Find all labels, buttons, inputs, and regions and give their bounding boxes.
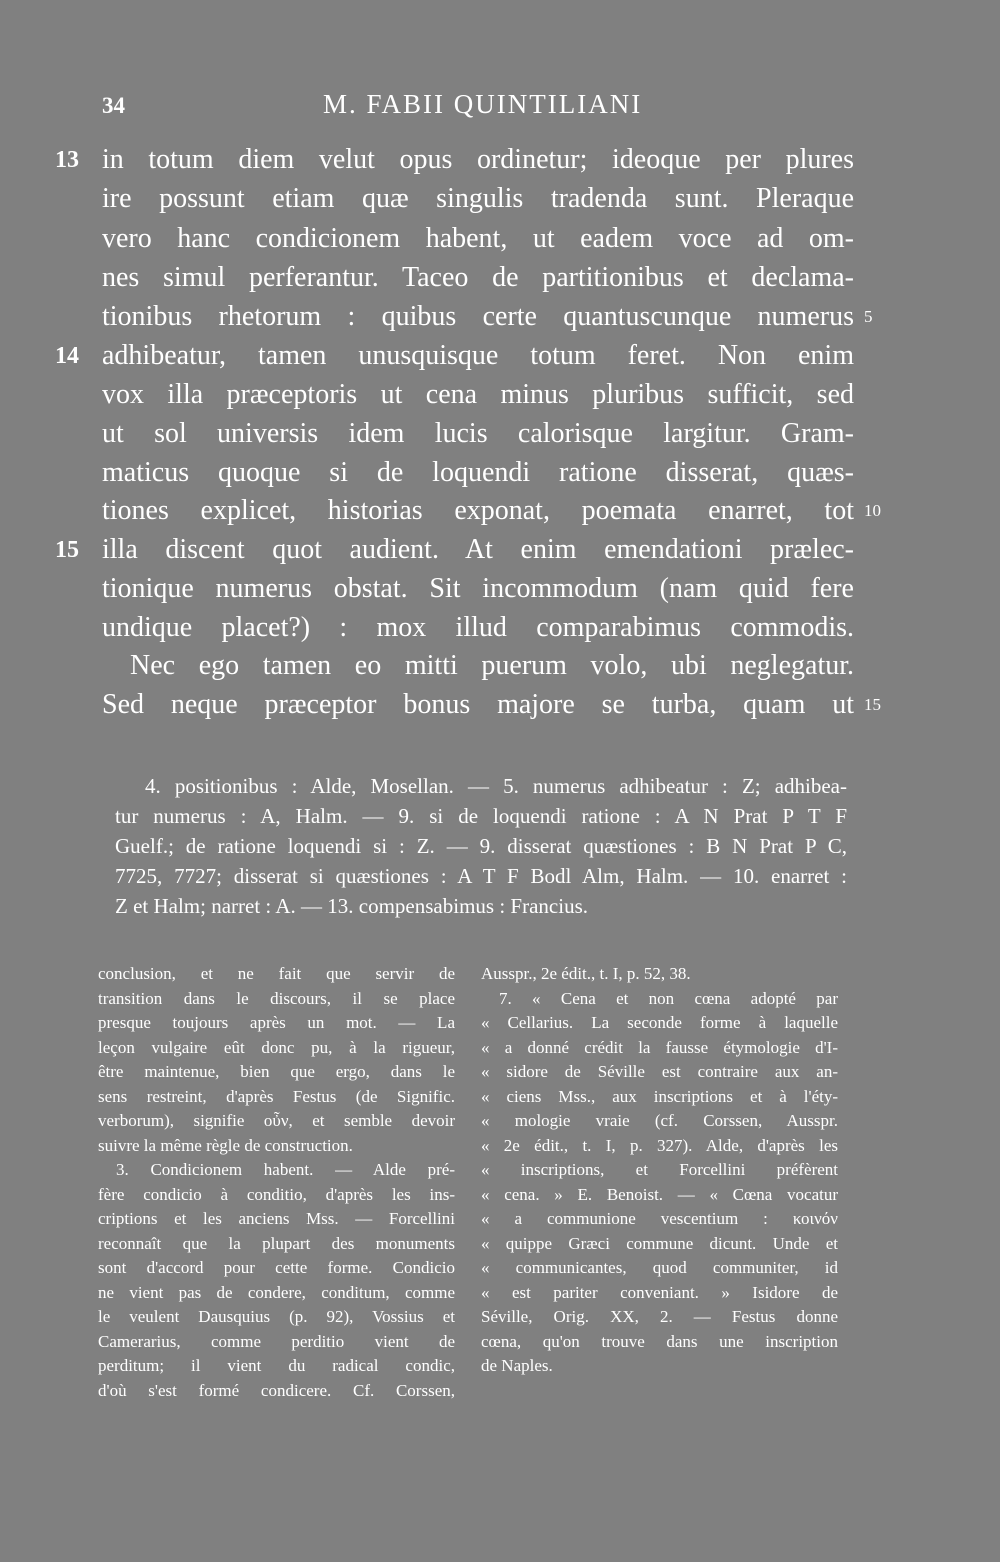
- variant-line: 7725, 7727; disserat si quæstiones : A T F Bodl Alm, Halm. — 10. enarret :: [115, 864, 847, 888]
- text-line: undique placet?) : mox illud comparabimus commodis.: [102, 612, 854, 643]
- note-line: cœna, qu'on trouve dans une inscription: [481, 1331, 838, 1351]
- note-line: « cena. » E. Benoist. — « Cœna vocatur: [481, 1184, 838, 1204]
- note-line: ne vient pas de condere, conditum, comme: [98, 1282, 455, 1302]
- note-line: « Cellarius. La seconde forme à laquelle: [481, 1013, 838, 1032]
- note-line: « communicantes, quod communiter, id: [481, 1258, 838, 1277]
- note-line: « mologie vraie (cf. Corssen, Ausspr.: [481, 1111, 838, 1130]
- variant-line: Z et Halm; narret : A. — 13. compensabimus : Francius.: [115, 894, 588, 918]
- text-line: ire possunt etiam quæ singulis tradenda sunt. Pleraque: [102, 183, 854, 214]
- text-line: Nec ego tamen eo mitti puerum volo, ubi neglegatur.: [130, 650, 854, 681]
- text-line: illa discent quot audient. At enim emendationi prælec-: [102, 534, 854, 565]
- note-line: criptions et les anciens Mss. — Forcellini: [98, 1209, 455, 1228]
- note-line: Ausspr., 2e édit., t. I, p. 52, 38.: [481, 964, 691, 983]
- note-line: 3. Condicionem habent. — Alde pré-: [116, 1160, 455, 1179]
- line-number: 10: [864, 501, 881, 520]
- variant-line: 4. positionibus : Alde, Mosellan. — 5. numerus adhibeatur : Z; adhibea-: [145, 774, 847, 798]
- text-line: adhibeatur, tamen unusquisque totum feret. Non enim: [102, 340, 854, 371]
- note-line: leçon vulgaire eût donc pu, à la rigueur,: [98, 1037, 455, 1057]
- note-line: « est pariter conveniant. » Isidore de: [481, 1282, 838, 1302]
- note-line: 7. « Cena et non cœna adopté par: [499, 988, 838, 1008]
- note-line: « inscriptions, et Forcellini préfèrent: [481, 1160, 838, 1179]
- note-line: Séville, Orig. XX, 2. — Festus donne: [481, 1307, 838, 1326]
- variant-line: tur numerus : A, Halm. — 9. si de loquendi ratione : A N Prat P T F: [115, 804, 847, 828]
- note-line: de Naples.: [481, 1356, 553, 1375]
- note-line: suivre la même règle de construction.: [98, 1135, 353, 1155]
- notes-left-column: [98, 962, 455, 1403]
- text-line: vox illa præceptoris ut cena minus pluribus sufficit, sed: [102, 379, 854, 410]
- note-line: sens restreint, d'après Festus (de Signific.: [98, 1086, 455, 1106]
- text-line: in totum diem velut opus ordinetur; ideoque per plures: [102, 144, 854, 175]
- text-line: vero hanc condicionem habent, ut eadem voce ad om-: [102, 223, 854, 254]
- text-line: ut sol universis idem lucis calorisque largitur. Gram-: [102, 418, 854, 449]
- note-line: « a communione vescentium : κοινόν: [481, 1209, 838, 1228]
- section-number: 14: [55, 343, 79, 369]
- note-line: « quippe Græci commune dicunt. Unde et: [481, 1233, 838, 1253]
- note-line: transition dans le discours, il se place: [98, 988, 455, 1008]
- note-line: « 2e édit., t. I, p. 327). Alde, d'après les: [481, 1135, 838, 1155]
- note-line: « a donné crédit la fausse étymologie d'I-: [481, 1037, 838, 1057]
- line-number: 5: [864, 307, 873, 326]
- running-head: M. FABII QUINTILIANI: [323, 89, 643, 119]
- text-line: tionique numerus obstat. Sit incommodum (nam quid fere: [102, 573, 854, 604]
- text-line: maticus quoque si de loquendi ratione disserat, quæs-: [102, 457, 854, 488]
- note-line: sont d'accord pour cette forme. Condicio: [98, 1258, 455, 1277]
- note-line: Camerarius, comme perditio vient de: [98, 1331, 455, 1351]
- notes-right-column: [481, 962, 838, 1379]
- note-line: « ciens Mss., aux inscriptions et à l'éty-: [481, 1086, 838, 1106]
- page-number: 34: [102, 93, 125, 118]
- note-line: être maintenue, bien que ergo, dans le: [98, 1062, 455, 1081]
- text-line: nes simul perferantur. Taceo de partitionibus et declama-: [102, 262, 854, 293]
- note-line: presque toujours après un mot. — La: [98, 1013, 455, 1032]
- note-line: le veulent Dausquius (p. 92), Vossius et: [98, 1307, 455, 1326]
- note-line: d'où s'est formé condicere. Cf. Corssen,: [98, 1380, 455, 1400]
- text-line: tionibus rhetorum : quibus certe quantuscunque numerus: [102, 301, 854, 332]
- note-line: reconnaît que la plupart des monuments: [98, 1233, 455, 1253]
- note-line: fère condicio à conditio, d'après les ins-: [98, 1184, 455, 1204]
- note-line: verborum), signifie οὖν, et semble devoir: [98, 1111, 455, 1130]
- note-line: perditum; il vient du radical condic,: [98, 1356, 455, 1375]
- section-number: 15: [55, 537, 79, 563]
- line-number: 15: [864, 695, 881, 714]
- note-line: conclusion, et ne fait que servir de: [98, 964, 455, 983]
- text-line: Sed neque præceptor bonus majore se turba, quam ut: [102, 689, 854, 720]
- variant-line: Guelf.; de ratione loquendi si : Z. — 9. disserat quæstiones : B N Prat P C,: [115, 834, 847, 858]
- text-line: tiones explicet, historias exponat, poemata enarret, tot: [102, 495, 854, 526]
- note-line: « sidore de Séville est contraire aux an-: [481, 1062, 838, 1081]
- section-number: 13: [55, 147, 79, 173]
